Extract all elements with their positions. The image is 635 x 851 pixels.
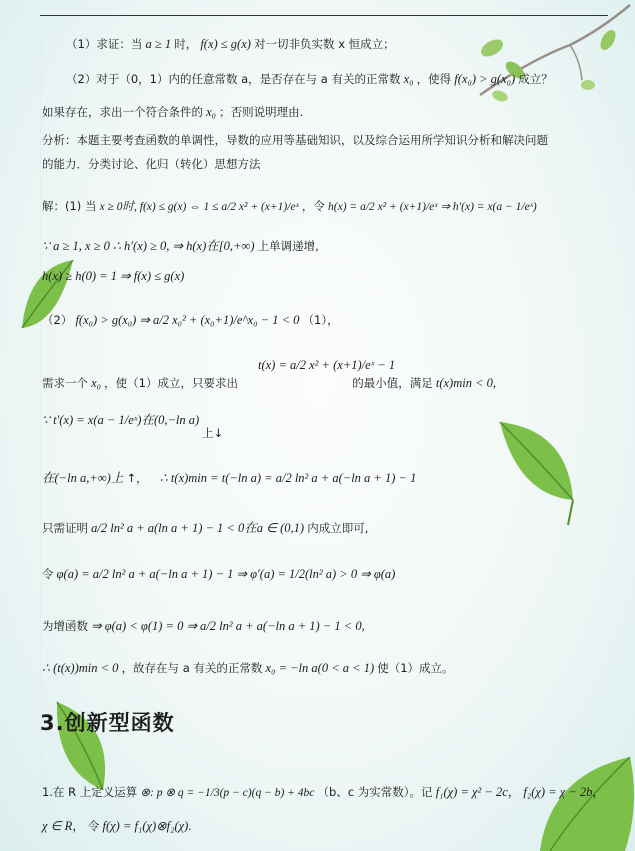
t-prime-dec bbox=[202, 425, 223, 441]
only-need-line bbox=[42, 520, 368, 536]
need-a: 需求一个 bbox=[42, 376, 88, 390]
q1-cond: a ≥ 1 bbox=[145, 37, 172, 51]
sol1-expr2: h(x) = a/2 x² + (x+1)/eˣ ⇒ h′(x) = x(a − 1/eˣ) bbox=[328, 201, 537, 213]
sol1-line2b: 上单调递增, bbox=[257, 239, 319, 253]
sol1-line3: h(x) ≥ h(0) = 1 ⇒ f(x) ≤ g(x) bbox=[42, 269, 185, 283]
phi-expr: φ(a) = a/2 ln² a + a(−ln a + 1) − 1 ⇒ φ′(a) = 1/2(ln² a) > 0 ⇒ φ(a) bbox=[56, 567, 396, 581]
t-prime-b: 上↓ bbox=[202, 426, 224, 440]
sol1-expr1: x ≥ 0时, f(x) ≤ g(x) ⇔ 1 ≤ a/2 x² + (x+1)/eˣ bbox=[99, 201, 299, 213]
final-line bbox=[42, 660, 454, 676]
analysis-line-2 bbox=[42, 156, 261, 172]
q2-line2b: ；否则说明理由. bbox=[219, 105, 304, 119]
need-c: 的最小值，满足 bbox=[352, 376, 433, 390]
analysis-1: 分析：本题主要考查函数的单调性，导数的应用等基础知识，以及综合运用所学知识分析和解决问题 bbox=[42, 133, 548, 147]
q2-x0: x₀ bbox=[403, 72, 414, 86]
t-min: ∴ t(x)min = t(−ln a) = a/2 ln² a + a(−ln a + 1) − 1 bbox=[159, 471, 417, 485]
p1-f2: f₂(χ) = χ − 2b bbox=[523, 785, 593, 799]
sol1-label: 解：(1) 当 bbox=[42, 199, 97, 213]
q1-label: （1）求证：当 bbox=[66, 37, 143, 51]
question-2-line bbox=[66, 71, 553, 87]
sol1-ling: ，令 bbox=[301, 199, 325, 213]
need-d: t(x)min < 0, bbox=[435, 376, 497, 390]
p1-a: 1.在 R 上定义运算 bbox=[42, 785, 138, 799]
sol2-tag: （1）， bbox=[302, 313, 339, 327]
q2-line2a: 如果存在，求出一个符合条件的 bbox=[42, 105, 203, 119]
problem-1-line-2: χ ∈ R， 令 f(χ) = f₁(χ)⊗f₂(χ). bbox=[42, 819, 192, 833]
p1-line2-a: χ ∈ R bbox=[42, 819, 73, 833]
final-expr: x₀ = −ln a(0 < a < 1) bbox=[265, 661, 375, 675]
q1-mid: 时， bbox=[174, 37, 198, 51]
final-b: ，故存在与 a 有关的正常数 bbox=[121, 661, 263, 675]
sol2-label: （2） bbox=[42, 313, 73, 327]
q1-expr: f(x) ≤ g(x) bbox=[200, 37, 251, 51]
p1-op: ⊗: p ⊗ q = −1/3(p − c)(q − b) + 4bc bbox=[140, 787, 315, 799]
t-prime-line bbox=[42, 412, 199, 428]
inc-expr: ⇒ φ(a) < φ(1) = 0 ⇒ a/2 ln² a + a(−ln a + 1) − 1 < 0, bbox=[91, 619, 365, 633]
question-1-line bbox=[66, 36, 395, 52]
q2-label: （2）对于（0，1）内的任意常数 a，是否存在与 a 有关的正常数 bbox=[66, 72, 401, 86]
in-b: ↑， bbox=[126, 471, 148, 485]
need-line bbox=[42, 375, 496, 391]
final-a: ∴ (t(x))min < 0 bbox=[42, 661, 119, 675]
solution-2-line bbox=[42, 312, 339, 328]
solution-1-line-2 bbox=[42, 238, 319, 254]
problem-1-line: 1.在 R 上定义运算 ⊗: p ⊗ q = −1/3(p − c)(q − b) + 4bc （b、c 为实常数）。记 f₁(χ) = χ² − 2c， f₂(χ) = χ − 2b， bbox=[42, 785, 605, 799]
only-a: 只需证明 bbox=[42, 521, 88, 535]
p1-b: （b、c 为实常数）。记 bbox=[317, 785, 433, 799]
need-b: ，使（1）成立，只要求出 bbox=[104, 376, 238, 390]
only-expr: a/2 ln² a + a(ln a + 1) − 1 < 0在a ∈ (0,1) bbox=[91, 521, 305, 535]
t-definition bbox=[258, 357, 395, 373]
t-prime: ∵ t′(x) = x(a − 1/eˣ)在(0,−ln a) bbox=[42, 413, 200, 427]
q2-mid: ，使得 bbox=[416, 72, 452, 86]
sol1-line2: ∵ a ≥ 1, x ≥ 0 ∴ h′(x) ≥ 0, ⇒ h(x)在[0,+∞) bbox=[42, 239, 255, 253]
analysis-2: 的能力．分类讨论、化归（转化）思想方法 bbox=[42, 157, 261, 171]
question-2-continuation bbox=[42, 104, 303, 120]
solution-1-line-3 bbox=[42, 268, 184, 284]
leaf-bottom-right-icon bbox=[530, 755, 635, 851]
t-expr: t(x) = a/2 x² + (x+1)/eˣ − 1 bbox=[258, 358, 396, 372]
sol2-expr: f(x₀) > g(x₀) ⇒ a/2 x₀² + (x₀+1)/e^x₀ − 1 < 0 bbox=[75, 313, 300, 327]
final-c: 使（1）成立。 bbox=[377, 661, 454, 675]
inc-label: 为增函数 bbox=[42, 619, 88, 633]
section-heading: 3.创新型函数 bbox=[40, 711, 175, 735]
p1-line2-b: 令 bbox=[87, 819, 100, 833]
phi-line bbox=[42, 566, 395, 582]
p1-f1: f₁(χ) = χ² − 2c bbox=[435, 785, 508, 799]
need-x0: x₀ bbox=[91, 376, 102, 390]
branch-leaves-icon bbox=[470, 0, 635, 110]
analysis-line-1 bbox=[42, 132, 548, 148]
ling: 令 bbox=[42, 567, 54, 581]
q2-expr: f(x₀) > g(x₀) bbox=[454, 72, 516, 86]
leaf-right-icon bbox=[498, 420, 578, 530]
increasing-line bbox=[42, 470, 416, 486]
q2-tail: 成立？ bbox=[518, 72, 553, 86]
only-b: 内成立即可, bbox=[307, 521, 369, 535]
in-a: 在(−ln a,+∞)上 bbox=[42, 471, 124, 485]
solution-1-line bbox=[42, 198, 537, 215]
p1-line2-expr: f(χ) = f₁(χ)⊗f₂(χ) bbox=[102, 819, 189, 833]
q2-line2-x0: x₀ bbox=[206, 105, 217, 119]
increasing-func-line bbox=[42, 618, 365, 634]
q1-tail: 对一切非负实数 x 恒成立； bbox=[254, 37, 395, 51]
